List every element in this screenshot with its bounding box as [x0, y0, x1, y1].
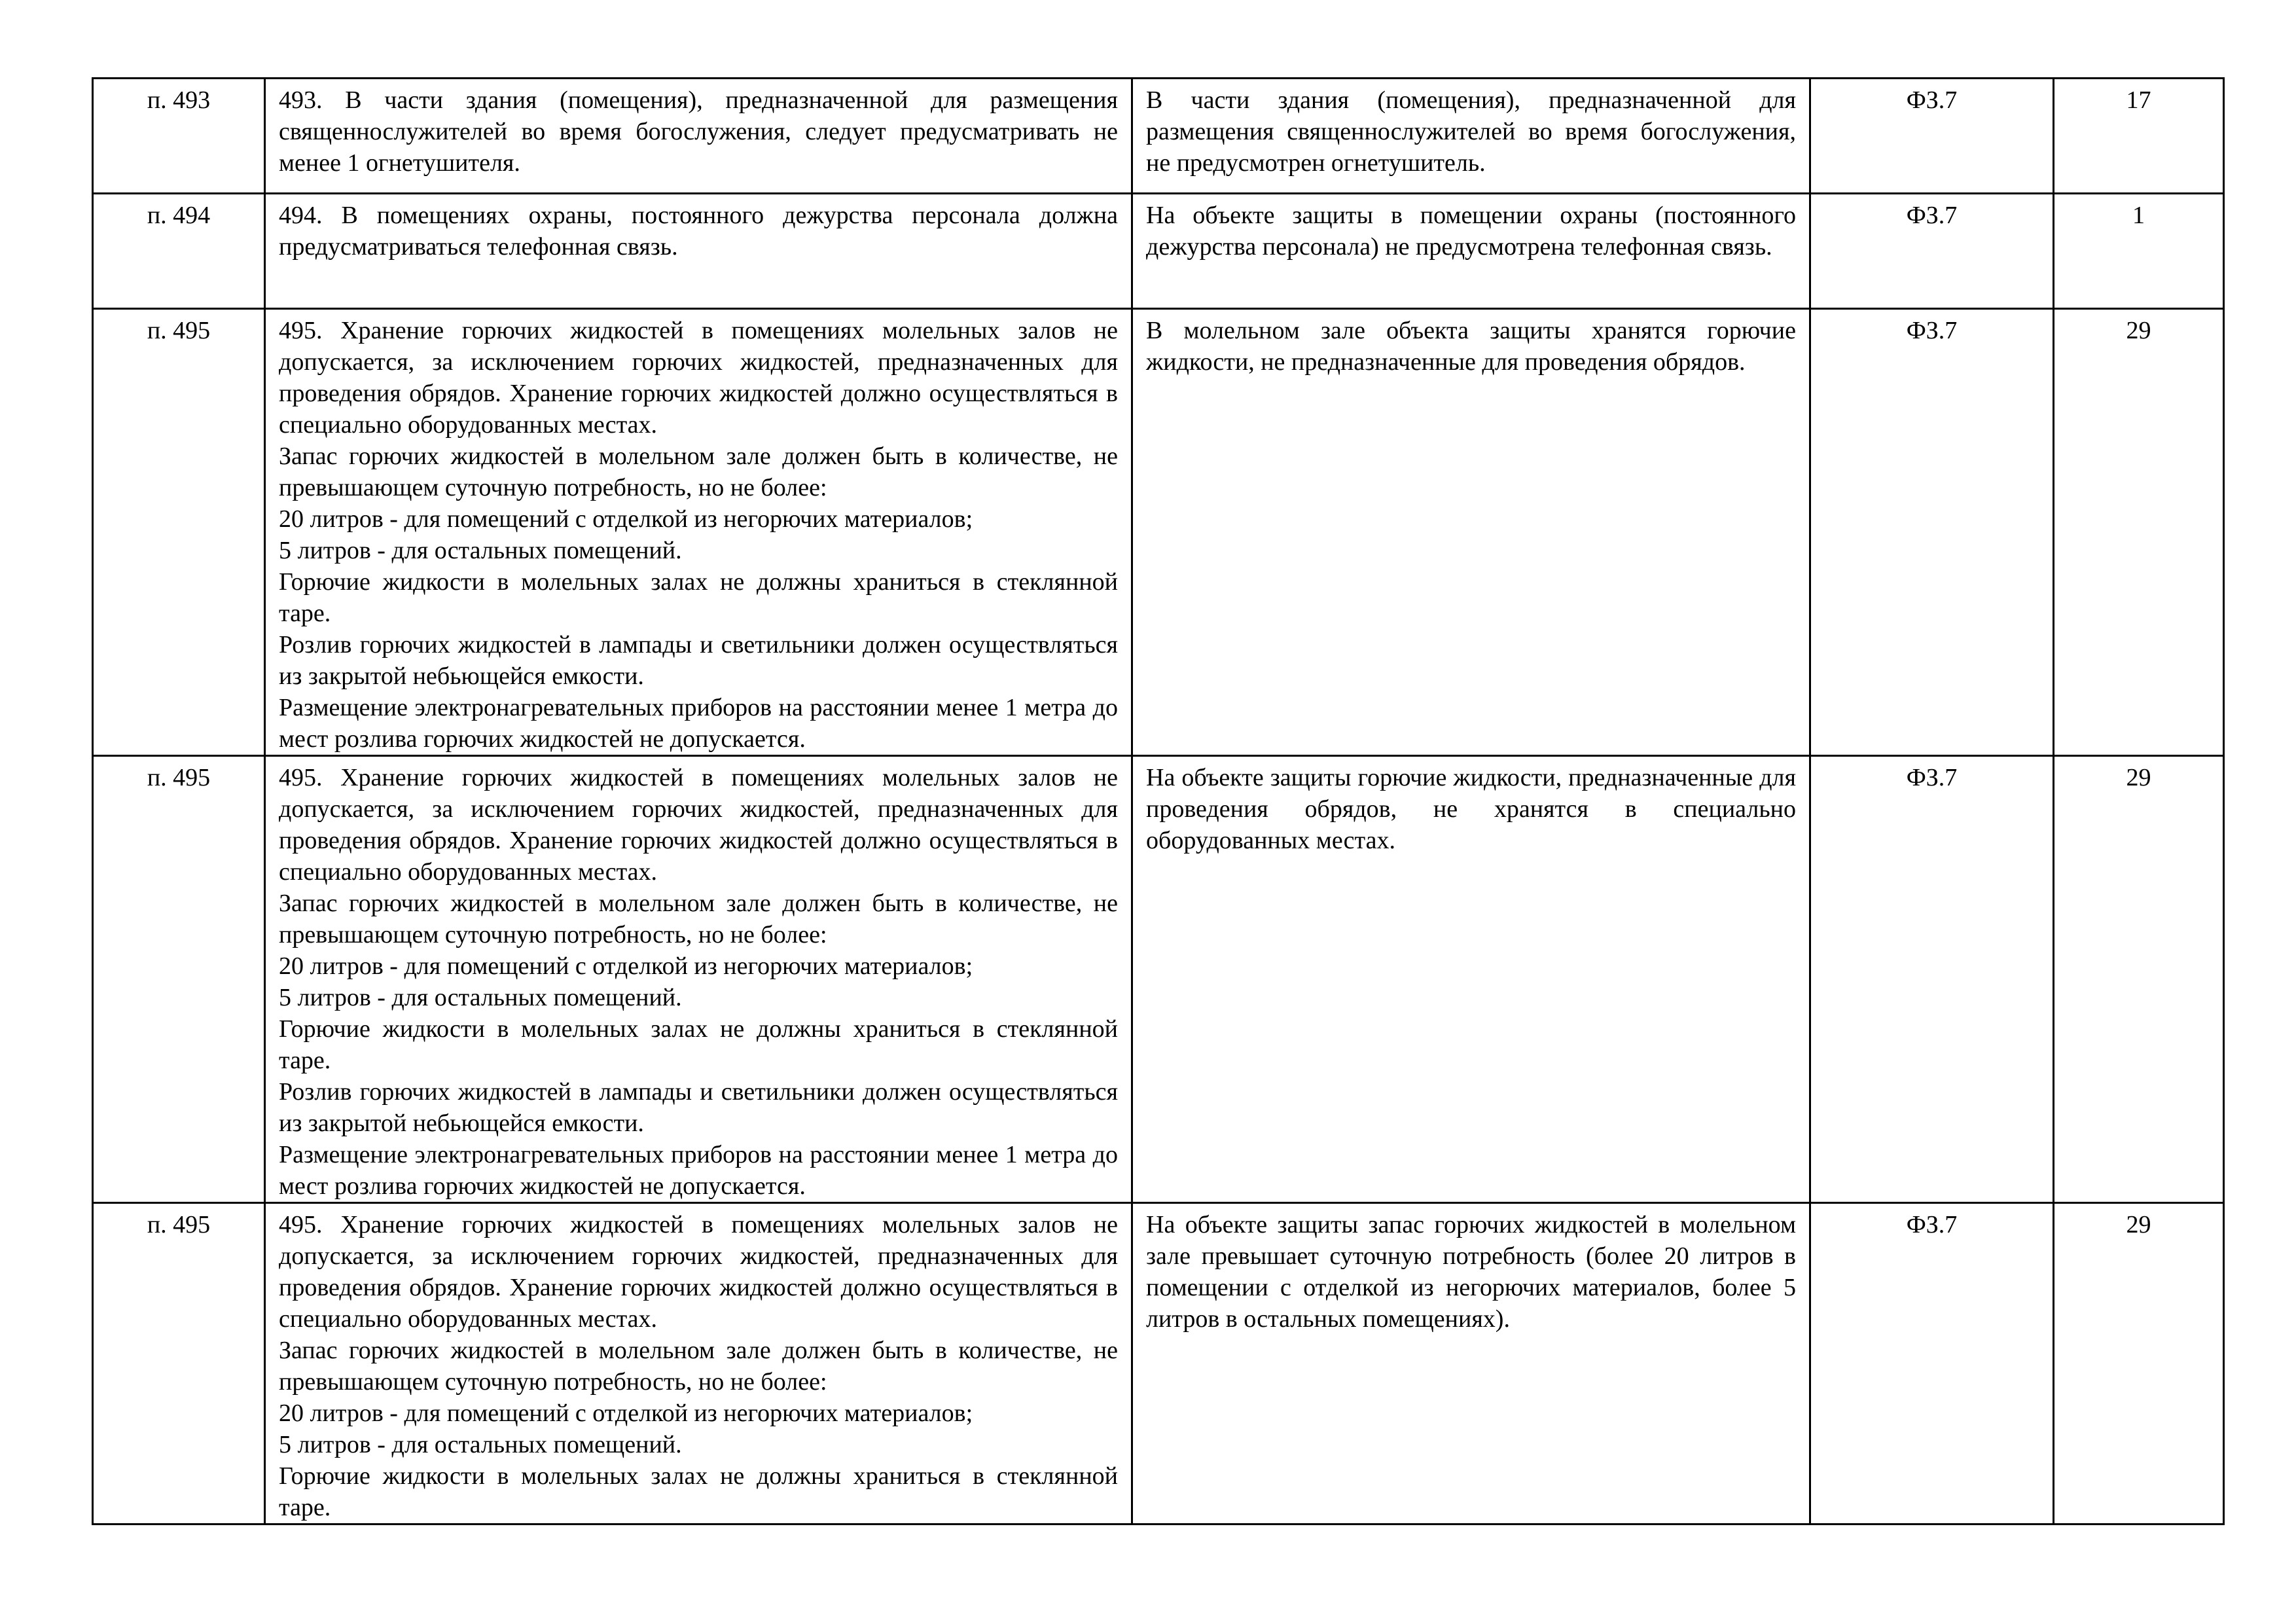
- code-cell: ФЗ.7: [1810, 194, 2054, 309]
- requirement-paragraph: 20 литров - для помещений с отделкой из негорючих материалов;: [279, 1399, 973, 1427]
- requirement-cell: [265, 309, 1132, 756]
- requirement-cell: [265, 1203, 1132, 1525]
- count-cell: 17: [2054, 79, 2224, 194]
- violation-cell: На объекте защиты запас горючих жидкостей в молельном зале превышает суточную потребность (более 20 литров в помещении с отделкой из негорючих материалов, более 5 литров в остальных помещениях).: [1132, 1203, 1810, 1525]
- violation-cell: На объекте защиты в помещении охраны (постоянного дежурства персонала) не предусмотрена телефонная связь.: [1132, 194, 1810, 309]
- requirement-paragraph: 20 литров - для помещений с отделкой из негорючих материалов;: [279, 505, 973, 533]
- clause-ref-cell: п. 495: [93, 309, 265, 756]
- requirement-paragraph: Запас горючих жидкостей в молельном зале должен быть в количестве, не превышающем суточную потребность, но не более:: [279, 1337, 1118, 1396]
- code-cell: ФЗ.7: [1810, 1203, 2054, 1525]
- requirement-paragraph: Размещение электронагревательных приборов на расстоянии менее 1 метра до мест розлива горючих жидкостей не допускается.: [279, 1141, 1118, 1200]
- requirement-paragraph: 5 литров - для остальных помещений.: [279, 1431, 682, 1458]
- table-row: [93, 79, 2224, 194]
- clause-ref-cell: п. 495: [93, 756, 265, 1203]
- requirement-cell: [265, 79, 1132, 194]
- code-cell: ФЗ.7: [1810, 79, 2054, 194]
- requirement-paragraph: Горючие жидкости в молельных залах не должны храниться в стеклянной таре.: [279, 1015, 1118, 1074]
- violation-cell: В молельном зале объекта защиты хранятся горючие жидкости, не предназначенные для проведения обрядов.: [1132, 309, 1810, 756]
- table-row: [93, 194, 2224, 309]
- requirement-paragraph: Запас горючих жидкостей в молельном зале должен быть в количестве, не превышающем суточную потребность, но не более:: [279, 890, 1118, 948]
- code-cell: ФЗ.7: [1810, 756, 2054, 1203]
- requirement-paragraph: Розлив горючих жидкостей в лампады и светильники должен осуществляться из закрытой небьющейся емкости.: [279, 631, 1118, 690]
- requirement-paragraph: 495. Хранение горючих жидкостей в помещениях молельных залов не допускается, за исключением горючих жидкостей, предназначенных для проведения обрядов. Хранение горючих жидкостей должно осуществляться в специально оборудованных местах.: [279, 764, 1118, 886]
- clause-ref-cell: п. 494: [93, 194, 265, 309]
- code-cell: ФЗ.7: [1810, 309, 2054, 756]
- requirement-paragraph: 20 литров - для помещений с отделкой из негорючих материалов;: [279, 952, 973, 980]
- requirement-paragraph: Размещение электронагревательных приборов на расстоянии менее 1 метра до мест розлива горючих жидкостей не допускается.: [279, 694, 1118, 753]
- requirement-cell: [265, 756, 1132, 1203]
- count-cell: 29: [2054, 309, 2224, 756]
- requirement-paragraph: Горючие жидкости в молельных залах не должны храниться в стеклянной таре.: [279, 1462, 1118, 1521]
- count-cell: 1: [2054, 194, 2224, 309]
- clause-ref-cell: п. 495: [93, 1203, 265, 1525]
- requirement-paragraph: 493. В части здания (помещения), предназначенной для размещения священнослужителей во время богослужения, следует предусматривать не менее 1 огнетушителя.: [279, 86, 1118, 177]
- clause-ref-cell: п. 493: [93, 79, 265, 194]
- requirement-paragraph: 494. В помещениях охраны, постоянного дежурства персонала должна предусматриваться телефонная связь.: [279, 202, 1118, 261]
- requirement-paragraph: 495. Хранение горючих жидкостей в помещениях молельных залов не допускается, за исключением горючих жидкостей, предназначенных для проведения обрядов. Хранение горючих жидкостей должно осуществляться в специально оборудованных местах.: [279, 317, 1118, 439]
- requirement-paragraph: 5 литров - для остальных помещений.: [279, 537, 682, 564]
- count-cell: 29: [2054, 1203, 2224, 1525]
- requirement-paragraph: 5 литров - для остальных помещений.: [279, 984, 682, 1011]
- violation-cell: На объекте защиты горючие жидкости, предназначенные для проведения обрядов, не хранятся в специально оборудованных местах.: [1132, 756, 1810, 1203]
- violation-cell: В части здания (помещения), предназначенной для размещения священнослужителей во время богослужения, не предусмотрен огнетушитель.: [1132, 79, 1810, 194]
- table-row: [93, 1203, 2224, 1525]
- requirement-paragraph: Запас горючих жидкостей в молельном зале должен быть в количестве, не превышающем суточную потребность, но не более:: [279, 442, 1118, 501]
- requirement-paragraph: Горючие жидкости в молельных залах не должны храниться в стеклянной таре.: [279, 568, 1118, 627]
- table-row: [93, 756, 2224, 1203]
- requirement-paragraph: Розлив горючих жидкостей в лампады и светильники должен осуществляться из закрытой небьющейся емкости.: [279, 1078, 1118, 1137]
- requirement-cell: [265, 194, 1132, 309]
- requirement-paragraph: 495. Хранение горючих жидкостей в помещениях молельных залов не допускается, за исключением горючих жидкостей, предназначенных для проведения обрядов. Хранение горючих жидкостей должно осуществляться в специально оборудованных местах.: [279, 1211, 1118, 1333]
- table-row: [93, 309, 2224, 756]
- violations-table: [92, 77, 2225, 1525]
- count-cell: 29: [2054, 756, 2224, 1203]
